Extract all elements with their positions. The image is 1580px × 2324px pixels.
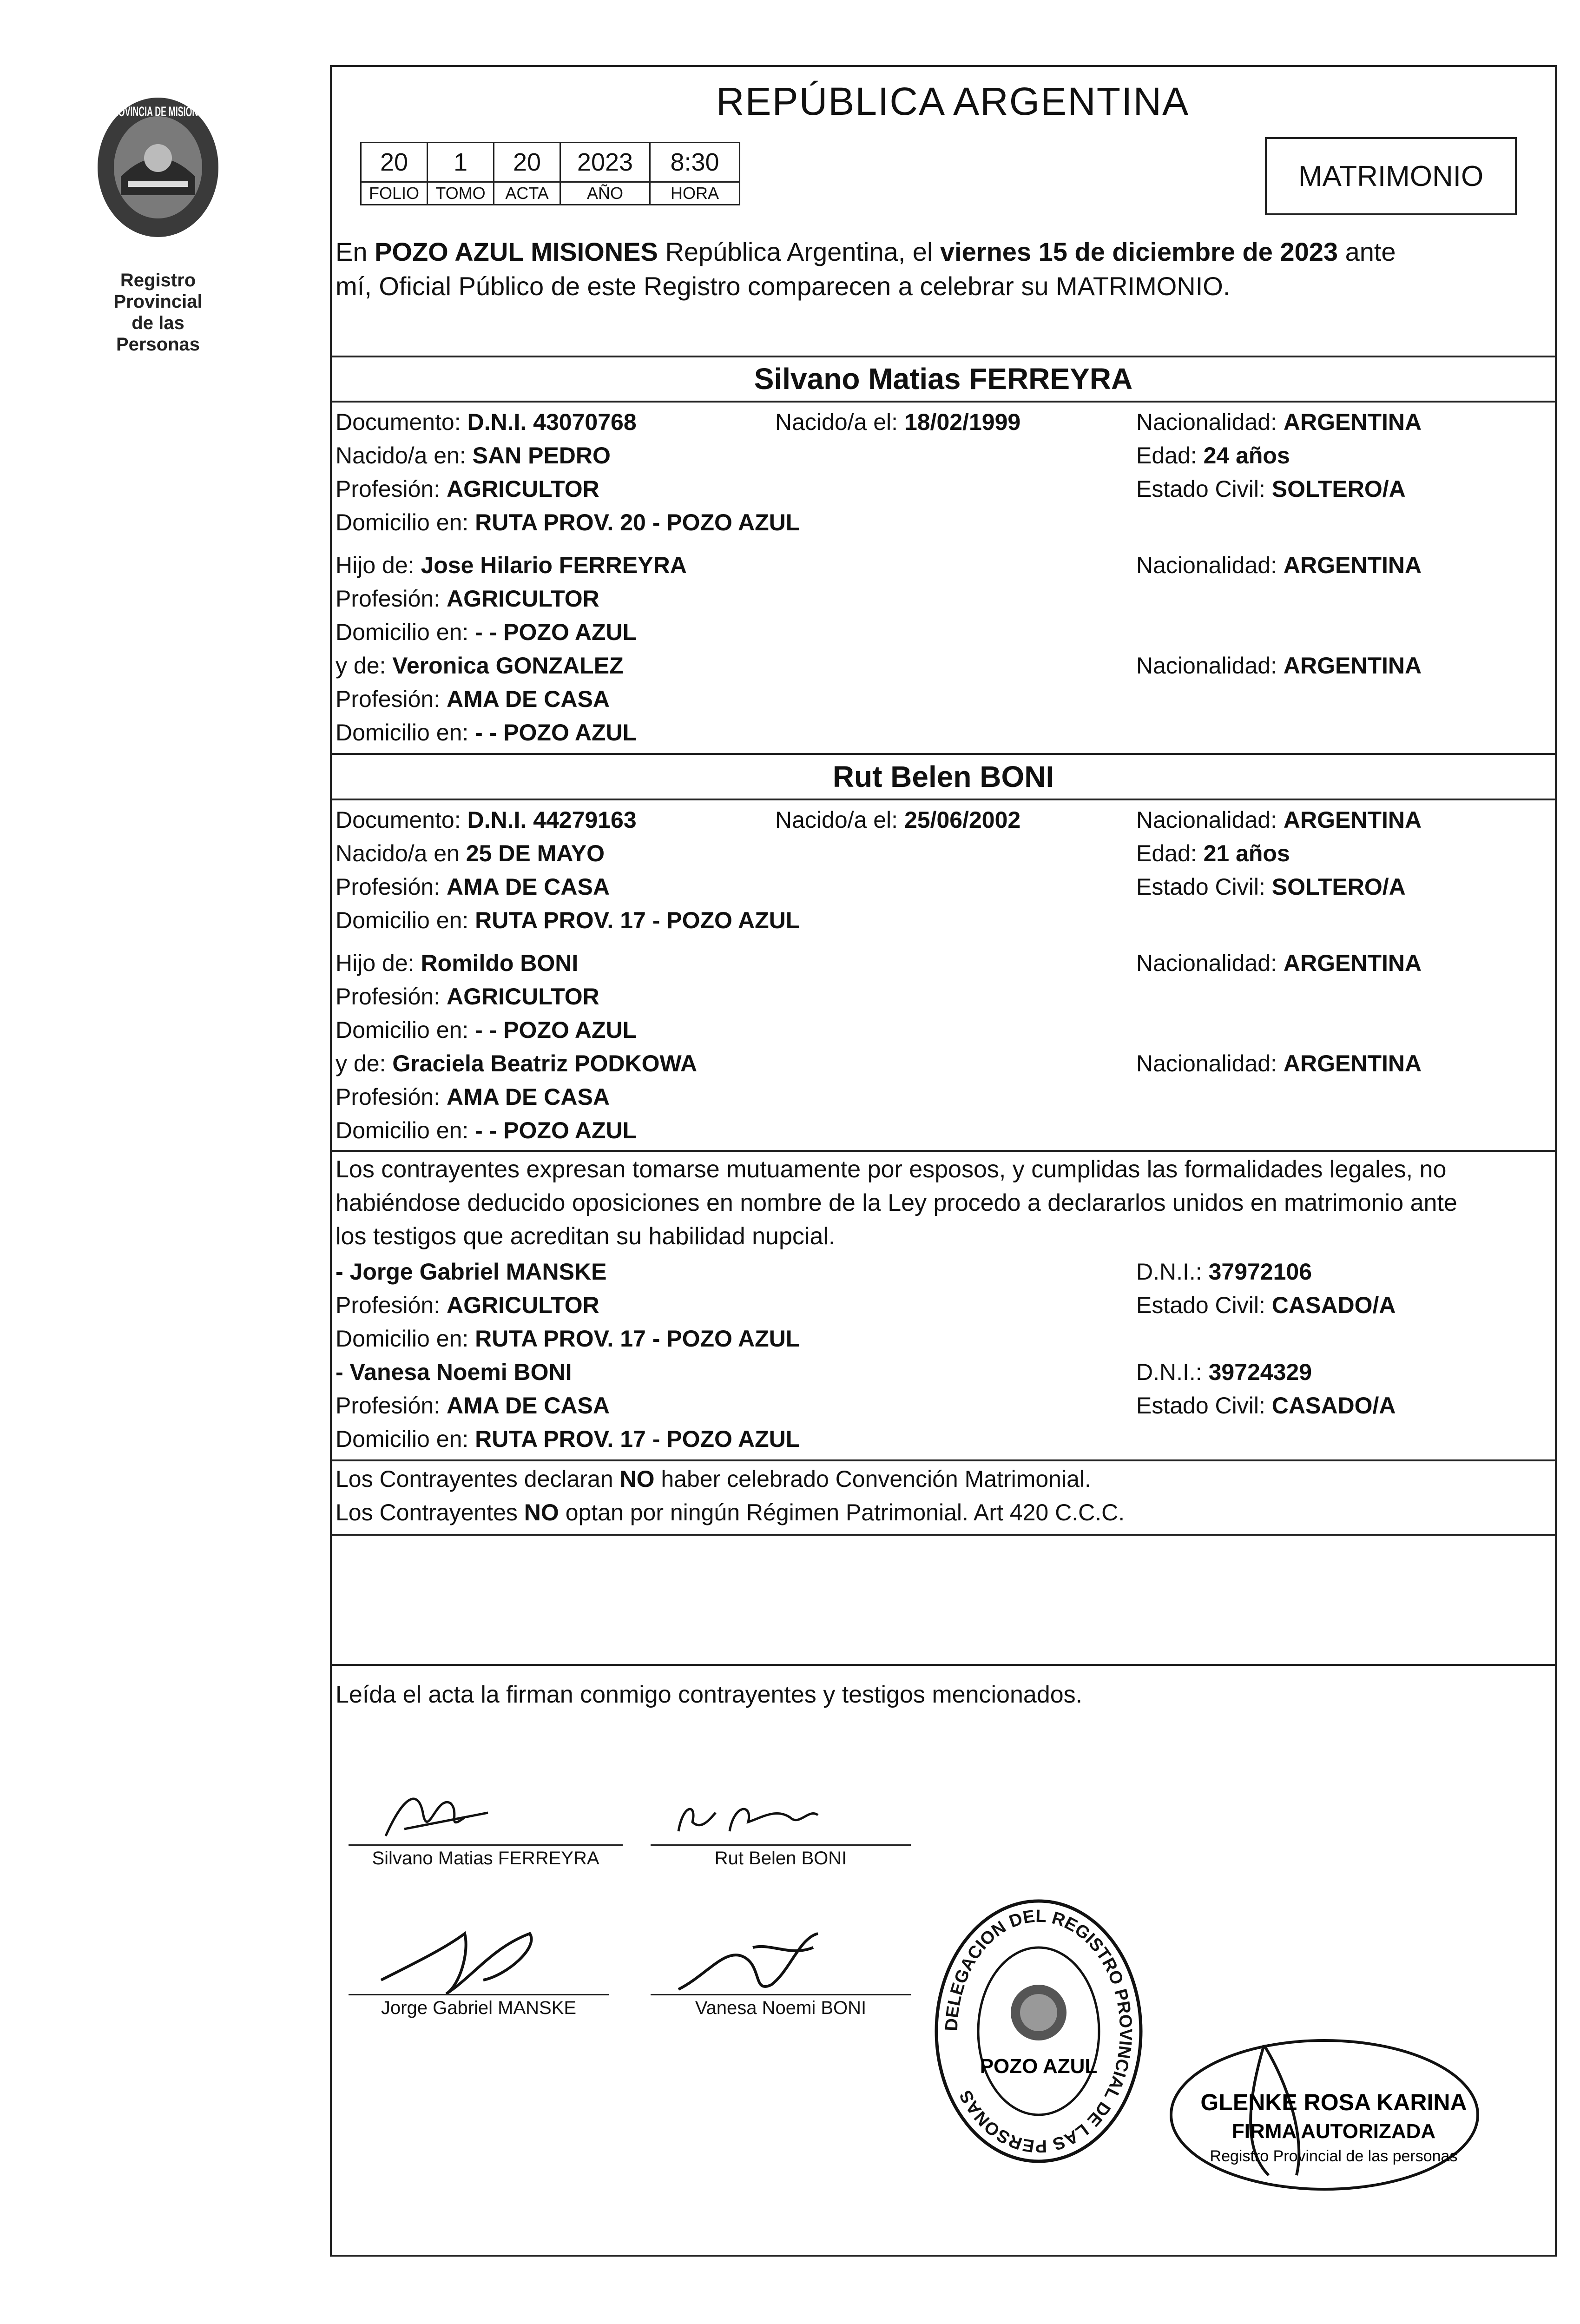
field-label: Documento: bbox=[336, 409, 467, 435]
field-label: D.N.I.: bbox=[1136, 1359, 1209, 1385]
field-label: Hijo de: bbox=[336, 552, 421, 578]
divider bbox=[332, 753, 1555, 755]
field-label: Domicilio en: bbox=[336, 720, 475, 746]
signature-label-3: Jorge Gabriel MANSKE bbox=[381, 1998, 577, 2018]
field-label: Profesión: bbox=[336, 1393, 447, 1419]
field-value: ARGENTINA bbox=[1283, 653, 1422, 679]
field-value: 25/06/2002 bbox=[904, 807, 1021, 833]
witness2-profession bbox=[336, 1389, 610, 1422]
field-value: AMA DE CASA bbox=[447, 1084, 610, 1110]
spouse2-father bbox=[336, 946, 578, 980]
spouse2-profession bbox=[336, 870, 610, 904]
spouse2-mother bbox=[336, 1047, 697, 1080]
spouse1-civil-status bbox=[1136, 472, 1406, 506]
field-value: 37972106 bbox=[1208, 1259, 1312, 1285]
intro-text: En bbox=[336, 237, 375, 266]
intro-paragraph bbox=[336, 235, 1553, 304]
field-value: ARGENTINA bbox=[1283, 950, 1422, 976]
signature-label-2: Rut Belen BONI bbox=[714, 1848, 847, 1868]
provincial-seal-logo bbox=[88, 88, 228, 256]
country-title: REPÚBLICA ARGENTINA bbox=[716, 79, 1190, 123]
field-label: Nacido/a en: bbox=[336, 442, 473, 469]
field-label: Nacido/a el: bbox=[775, 807, 904, 833]
field-value: 39724329 bbox=[1208, 1359, 1312, 1385]
field-value: ARGENTINA bbox=[1283, 552, 1422, 578]
spouse1-father-profession bbox=[336, 582, 599, 615]
field-value: Romildo BONI bbox=[421, 950, 579, 976]
field-label: Nacionalidad: bbox=[1136, 950, 1284, 976]
field-label: Documento: bbox=[336, 807, 467, 833]
field-label: Profesión: bbox=[336, 686, 447, 712]
convention-text: optan por ningún Régimen Patrimonial. Art 420 C.C.C. bbox=[559, 1499, 1125, 1525]
signature-scribble-3 bbox=[353, 1906, 595, 1999]
spouse2-documento bbox=[336, 803, 637, 837]
convention-text: Los Contrayentes bbox=[336, 1499, 524, 1525]
intro-line2: mí, Oficial Público de este Registro comparecen a celebrar su MATRIMONIO. bbox=[336, 271, 1231, 301]
signature-line bbox=[651, 1844, 911, 1846]
spouse2-address bbox=[336, 904, 800, 937]
field-value: AMA DE CASA bbox=[447, 874, 610, 900]
field-value: 24 años bbox=[1203, 442, 1290, 469]
field-label: Profesión: bbox=[336, 1292, 447, 1318]
divider bbox=[332, 1459, 1555, 1461]
field-label: Nacido/a en bbox=[336, 840, 466, 866]
field-value: Veronica GONZALEZ bbox=[392, 653, 624, 679]
field-label: Nacionalidad: bbox=[1136, 807, 1284, 833]
field-value: RUTA PROV. 20 - POZO AZUL bbox=[475, 509, 800, 535]
registry-label-line2: de las Personas bbox=[116, 313, 200, 355]
witness2-dni bbox=[1136, 1355, 1312, 1389]
witness1-address bbox=[336, 1322, 800, 1355]
spouse1-mother-nationality bbox=[1136, 649, 1422, 682]
witness1-name bbox=[336, 1255, 606, 1288]
spouse1-birthplace bbox=[336, 439, 611, 472]
divider bbox=[332, 356, 1555, 357]
field-label: Nacionalidad: bbox=[1136, 552, 1284, 578]
field-label: Profesión: bbox=[336, 984, 447, 1010]
anio-label: AÑO bbox=[560, 182, 650, 205]
field-value: 25 DE MAYO bbox=[466, 840, 605, 866]
field-value: RUTA PROV. 17 - POZO AZUL bbox=[475, 907, 800, 933]
official-org: Registro Provincial de las personas bbox=[1210, 2147, 1458, 2165]
declaration-line: los testigos que acreditan su habilidad nupcial. bbox=[336, 1223, 836, 1250]
spouse2-father-profession bbox=[336, 980, 599, 1013]
field-label: Nacido/a el: bbox=[775, 409, 904, 435]
field-label: Estado Civil: bbox=[1136, 476, 1272, 502]
field-value: - - POZO AZUL bbox=[475, 720, 637, 746]
spouse2-mother-nationality bbox=[1136, 1047, 1422, 1080]
spouse2-age bbox=[1136, 837, 1290, 870]
spouse2-mother-profession bbox=[336, 1080, 610, 1114]
field-label: y de: bbox=[336, 653, 393, 679]
field-label: Estado Civil: bbox=[1136, 874, 1272, 900]
spouse1-father-nationality bbox=[1136, 548, 1422, 582]
spouse2-birthplace bbox=[336, 837, 605, 870]
hora-label: HORA bbox=[650, 182, 740, 205]
witness1-civil-status bbox=[1136, 1288, 1396, 1322]
field-value: AMA DE CASA bbox=[447, 686, 610, 712]
field-value: AGRICULTOR bbox=[447, 586, 599, 612]
field-label: y de: bbox=[336, 1050, 393, 1076]
field-value: SAN PEDRO bbox=[472, 442, 611, 469]
field-value: - Vanesa Noemi BONI bbox=[336, 1359, 572, 1385]
signature-scribble-2 bbox=[660, 1789, 855, 1845]
spouse1-birthdate bbox=[775, 405, 1020, 439]
convention-line2 bbox=[336, 1496, 1125, 1529]
field-value: RUTA PROV. 17 - POZO AZUL bbox=[475, 1326, 800, 1352]
spouse1-address bbox=[336, 506, 800, 539]
spouse1-mother bbox=[336, 649, 624, 682]
field-label: Profesión: bbox=[336, 476, 447, 502]
official-role: FIRMA AUTORIZADA bbox=[1231, 2120, 1436, 2143]
convention-emphasis: NO bbox=[524, 1499, 559, 1525]
registry-round-stamp bbox=[929, 1896, 1148, 2166]
witness2-address bbox=[336, 1422, 800, 1456]
spouse1-age bbox=[1136, 439, 1290, 472]
divider bbox=[332, 1664, 1555, 1666]
witness1-dni bbox=[1136, 1255, 1312, 1288]
spouse1-name: Silvano Matias FERREYRA bbox=[754, 362, 1133, 396]
field-label: Domicilio en: bbox=[336, 1426, 475, 1452]
seal-text: PROVINCIA DE MISIONES bbox=[107, 104, 209, 119]
intro-date: viernes 15 de diciembre de 2023 bbox=[940, 237, 1338, 266]
spouse1-profession bbox=[336, 472, 599, 506]
field-value: CASADO/A bbox=[1271, 1393, 1396, 1419]
field-value: ARGENTINA bbox=[1283, 1050, 1422, 1076]
divider bbox=[332, 401, 1555, 403]
field-label: Domicilio en: bbox=[336, 619, 475, 645]
field-value: AMA DE CASA bbox=[447, 1393, 610, 1419]
field-value: AGRICULTOR bbox=[447, 476, 599, 502]
field-label: Nacionalidad: bbox=[1136, 1050, 1284, 1076]
witness1-profession bbox=[336, 1288, 599, 1322]
field-value: RUTA PROV. 17 - POZO AZUL bbox=[475, 1426, 800, 1452]
field-value: ARGENTINA bbox=[1283, 807, 1422, 833]
signature-label-1: Silvano Matias FERREYRA bbox=[372, 1848, 599, 1868]
registry-data-table bbox=[360, 142, 740, 205]
acta-label: ACTA bbox=[494, 182, 560, 205]
tomo-label: TOMO bbox=[428, 182, 494, 205]
spouse2-name: Rut Belen BONI bbox=[832, 760, 1054, 793]
spouse2-birthdate bbox=[775, 803, 1020, 837]
signature-label-4: Vanesa Noemi BONI bbox=[695, 1998, 867, 2018]
field-value: CASADO/A bbox=[1271, 1292, 1396, 1318]
field-label: Estado Civil: bbox=[1136, 1292, 1272, 1318]
spouse2-father-address bbox=[336, 1013, 637, 1047]
spouse1-nationality bbox=[1136, 405, 1422, 439]
field-label: Edad: bbox=[1136, 442, 1204, 469]
registry-label-line1: Registro Provincial bbox=[113, 270, 203, 312]
declaration-paragraph bbox=[336, 1153, 1553, 1253]
field-label: Estado Civil: bbox=[1136, 1393, 1272, 1419]
signature-line bbox=[349, 1844, 623, 1846]
field-label: Edad: bbox=[1136, 840, 1204, 866]
field-label: D.N.I.: bbox=[1136, 1259, 1209, 1285]
record-type-box: MATRIMONIO bbox=[1265, 137, 1517, 215]
field-label: Domicilio en: bbox=[336, 907, 475, 933]
field-label: Profesión: bbox=[336, 874, 447, 900]
folio-value: 20 bbox=[361, 143, 428, 182]
signature-scribble-4 bbox=[660, 1920, 883, 1999]
field-label: Domicilio en: bbox=[336, 1117, 475, 1143]
round-stamp-text-path: DELEGACION DEL REGISTRO PROVINCIAL DE LAS PERSONAS bbox=[941, 1906, 1136, 2156]
field-value: - Jorge Gabriel MANSKE bbox=[336, 1259, 607, 1285]
field-label: Hijo de: bbox=[336, 950, 421, 976]
hora-value: 8:30 bbox=[650, 143, 740, 182]
convention-emphasis: NO bbox=[619, 1466, 655, 1492]
field-value: - - POZO AZUL bbox=[475, 619, 637, 645]
spouse2-civil-status bbox=[1136, 870, 1406, 904]
field-value: Graciela Beatriz PODKOWA bbox=[392, 1050, 698, 1076]
field-label: Profesión: bbox=[336, 1084, 447, 1110]
field-value: ARGENTINA bbox=[1283, 409, 1422, 435]
intro-text: República Argentina, el bbox=[658, 237, 940, 266]
field-value: D.N.I. 44279163 bbox=[467, 807, 637, 833]
field-label: Domicilio en: bbox=[336, 1017, 475, 1043]
field-value: - - POZO AZUL bbox=[475, 1117, 637, 1143]
intro-place: POZO AZUL MISIONES bbox=[375, 237, 658, 266]
field-value: Jose Hilario FERREYRA bbox=[421, 552, 687, 578]
field-label: Nacionalidad: bbox=[1136, 653, 1284, 679]
convention-text: haber celebrado Convención Matrimonial. bbox=[654, 1466, 1091, 1492]
spouse1-documento bbox=[336, 405, 637, 439]
spouse1-mother-address bbox=[336, 716, 637, 749]
declaration-line: Los contrayentes expresan tomarse mutuamente por esposos, y cumplidas las formalidades legales, no bbox=[336, 1156, 1447, 1183]
signature-intro: Leída el acta la firman conmigo contrayentes y testigos mencionados. bbox=[336, 1681, 1083, 1708]
acta-value: 20 bbox=[494, 143, 560, 182]
tomo-value: 1 bbox=[428, 143, 494, 182]
spouse1-father-address bbox=[336, 615, 637, 649]
folio-label: FOLIO bbox=[361, 182, 428, 205]
spouse2-nationality bbox=[1136, 803, 1422, 837]
registry-label bbox=[88, 270, 228, 355]
divider bbox=[332, 1534, 1555, 1536]
official-oval-stamp bbox=[1166, 2036, 1492, 2194]
field-value: AGRICULTOR bbox=[447, 1292, 599, 1318]
round-stamp-center: POZO AZUL bbox=[980, 2055, 1098, 2078]
anio-value: 2023 bbox=[560, 143, 650, 182]
signature-scribble-1 bbox=[349, 1785, 572, 1845]
spouse2-mother-address bbox=[336, 1114, 637, 1147]
convention-text: Los Contrayentes declaran bbox=[336, 1466, 620, 1492]
field-value: 18/02/1999 bbox=[904, 409, 1021, 435]
divider bbox=[332, 799, 1555, 800]
field-label: Domicilio en: bbox=[336, 1326, 475, 1352]
signature-line bbox=[349, 1994, 609, 1995]
witness2-civil-status bbox=[1136, 1389, 1396, 1422]
field-label: Profesión: bbox=[336, 586, 447, 612]
official-name: GLENKE ROSA KARINA bbox=[1200, 2089, 1467, 2115]
convention-line1 bbox=[336, 1462, 1091, 1496]
field-value: 21 años bbox=[1203, 840, 1290, 866]
declaration-line: habiéndose deducido oposiciones en nombre de la Ley procedo a declararlos unidos en matrimonio ante bbox=[336, 1189, 1457, 1216]
intro-text: ante bbox=[1338, 237, 1396, 266]
field-label: Domicilio en: bbox=[336, 509, 475, 535]
spouse2-father-nationality bbox=[1136, 946, 1422, 980]
field-value: SOLTERO/A bbox=[1271, 476, 1406, 502]
spouse1-mother-profession bbox=[336, 682, 610, 716]
field-value: AGRICULTOR bbox=[447, 984, 599, 1010]
signature-line bbox=[651, 1994, 911, 1995]
field-value: SOLTERO/A bbox=[1271, 874, 1406, 900]
divider bbox=[332, 1150, 1555, 1152]
spouse1-father bbox=[336, 548, 687, 582]
witness2-name bbox=[336, 1355, 572, 1389]
field-value: D.N.I. 43070768 bbox=[467, 409, 637, 435]
field-label: Nacionalidad: bbox=[1136, 409, 1284, 435]
field-value: - - POZO AZUL bbox=[475, 1017, 637, 1043]
